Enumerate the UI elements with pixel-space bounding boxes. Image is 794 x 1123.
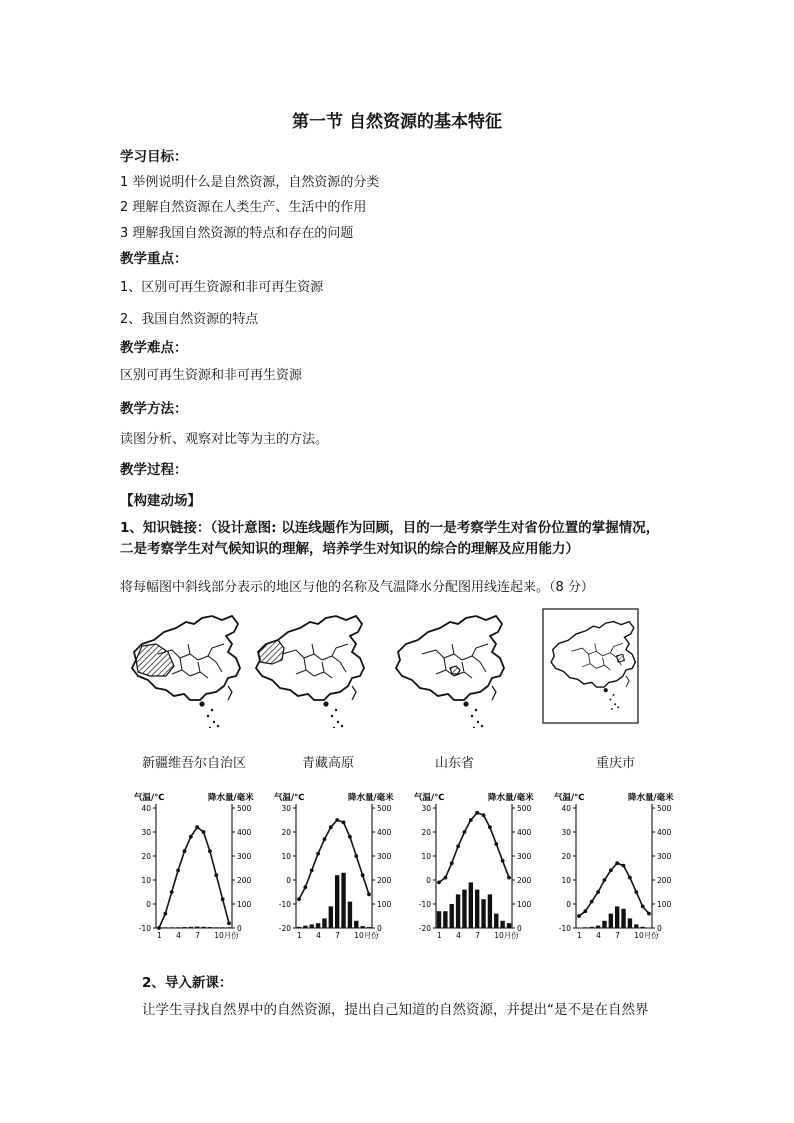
precip-bar <box>450 904 454 928</box>
temp-tick-label: -10 <box>558 924 571 933</box>
temp-tick-label: 30 <box>141 828 151 837</box>
precip-bar <box>208 927 212 928</box>
temperature-point <box>443 876 447 880</box>
temperature-point <box>183 849 187 853</box>
climate-charts <box>134 790 694 945</box>
precip-bar <box>170 927 174 928</box>
precip-bar <box>590 927 594 928</box>
precip-bar <box>507 923 511 928</box>
precip-bar <box>469 882 473 928</box>
month-tick-label: 4 <box>316 931 321 940</box>
map-xinjiang <box>132 616 240 728</box>
precip-bar <box>621 909 625 928</box>
temp-axis-label: 气温/℃ <box>414 793 445 803</box>
difficulty-1: 区别可再生资源和非可再生资源 <box>120 368 303 383</box>
month-tick-label: 1 <box>577 931 582 940</box>
temperature-point <box>615 861 619 865</box>
temp-tick-label: -20 <box>418 924 431 933</box>
temperature-point <box>297 897 301 901</box>
temperature-point <box>603 878 607 882</box>
temperature-line <box>299 820 369 899</box>
temperature-point <box>303 885 307 889</box>
temperature-point <box>641 905 645 909</box>
temperature-point <box>583 909 587 913</box>
temperature-line <box>159 827 229 928</box>
temperature-point <box>195 825 199 829</box>
precip-bar <box>195 927 199 928</box>
precip-tick-label: 200 <box>517 876 532 885</box>
objective-2: 2 理解自然资源在人类生产、生活中的作用 <box>120 200 367 215</box>
temp-tick-label: 10 <box>421 852 431 861</box>
precip-tick-label: 400 <box>237 828 252 837</box>
link-line-1: 1、知识链接：（设计意图: 以连线题作为回顾，目的一是考察学生对省份位置的掌握情况， <box>120 520 660 536</box>
temperature-point <box>482 813 486 817</box>
precip-bar <box>443 911 447 928</box>
temperature-point <box>463 830 467 834</box>
temp-tick-label: 40 <box>141 804 151 813</box>
precip-tick-label: 100 <box>517 900 532 909</box>
temp-axis-label: 气温/℃ <box>554 793 585 803</box>
temperature-point <box>590 900 594 904</box>
temperature-point <box>475 811 479 815</box>
map-label-qinghai-tibet: 青藏高原 <box>302 756 355 771</box>
precip-tick-label: 500 <box>517 804 532 813</box>
temperature-point <box>221 897 225 901</box>
temperature-point <box>450 861 454 865</box>
temp-tick-label: 30 <box>281 804 291 813</box>
precip-bar <box>462 890 466 928</box>
precip-bar <box>322 918 326 928</box>
precip-bar <box>634 924 638 928</box>
precip-bar <box>310 924 314 928</box>
temperature-point <box>310 869 314 873</box>
temperature-line <box>579 863 649 916</box>
difficulty-heading: 教学难点： <box>120 340 188 356</box>
temp-tick-label: -20 <box>278 924 291 933</box>
precip-bar <box>475 890 479 928</box>
temperature-point <box>437 881 441 885</box>
precip-bar <box>316 923 320 928</box>
temp-tick-label: -10 <box>138 924 151 933</box>
instruction-text: 将每幅图中斜线部分表示的地区与他的名称及气温降水分配图用线连起来。（8 分） <box>120 580 594 595</box>
precip-tick-label: 300 <box>237 852 252 861</box>
precip-tick-label: 100 <box>237 900 252 909</box>
precip-bar <box>360 926 364 928</box>
temperature-point <box>316 852 320 856</box>
climate-chart-3 <box>414 792 534 940</box>
precip-tick-label: 400 <box>517 828 532 837</box>
precip-bar <box>329 906 333 928</box>
temp-tick-label: 30 <box>421 804 431 813</box>
temperature-point <box>456 845 460 849</box>
map-qinghai-tibet <box>256 616 364 728</box>
precip-bar <box>348 902 352 928</box>
temperature-point <box>577 914 581 918</box>
temp-tick-label: 0 <box>426 876 431 885</box>
month-tick-label: 1 <box>157 931 162 940</box>
temp-tick-label: 20 <box>421 828 431 837</box>
page-title: 第一节 自然资源的基本特征 <box>292 112 502 132</box>
precip-bar <box>354 921 358 928</box>
method-heading: 教学方法： <box>120 401 188 417</box>
temperature-point <box>227 921 231 925</box>
temperature-point <box>202 830 206 834</box>
temperature-point <box>494 842 498 846</box>
precip-bar <box>640 927 644 928</box>
precip-tick-label: 0 <box>517 924 522 933</box>
precip-bar <box>456 894 460 928</box>
precip-bar <box>220 927 224 928</box>
temperature-point <box>163 912 167 916</box>
temperature-point <box>647 912 651 916</box>
temperature-point <box>501 859 505 863</box>
temp-tick-label: -10 <box>278 900 291 909</box>
month-tick-label: 7 <box>475 931 480 940</box>
map-label-xinjiang: 新疆维吾尔自治区 <box>142 756 247 771</box>
precip-bar <box>602 921 606 928</box>
month-tick-label: 4 <box>456 931 461 940</box>
month-tick-label: 10月份 <box>354 931 379 940</box>
temp-tick-label: 30 <box>561 828 571 837</box>
temperature-point <box>367 893 371 897</box>
precip-tick-label: 300 <box>657 852 672 861</box>
temperature-point <box>157 926 161 930</box>
temperature-point <box>596 890 600 894</box>
temp-axis-label: 气温/℃ <box>134 793 165 803</box>
climate-chart-2 <box>274 792 394 940</box>
temperature-point <box>335 818 339 822</box>
intro-heading: 2、导入新课： <box>142 975 233 991</box>
month-tick-label: 10月份 <box>494 931 519 940</box>
precip-axis-label: 降水量/毫米 <box>488 793 534 803</box>
temperature-point <box>634 890 638 894</box>
precip-tick-label: 300 <box>377 852 392 861</box>
month-tick-label: 4 <box>596 931 601 940</box>
precip-bar <box>297 927 301 928</box>
precip-bar <box>176 927 180 928</box>
precip-bar <box>201 927 205 928</box>
precip-tick-label: 200 <box>237 876 252 885</box>
precip-bar <box>500 921 504 928</box>
month-tick-label: 10月份 <box>634 931 659 940</box>
intro-text: 让学生寻找自然界中的自然资源，提出自己知道的自然资源，并提出“是不是在自然界 <box>142 1002 649 1018</box>
key-points-heading: 教学重点： <box>120 251 188 267</box>
precip-tick-label: 200 <box>657 876 672 885</box>
temperature-point <box>361 873 365 877</box>
precip-tick-label: 0 <box>237 924 242 933</box>
precip-tick-label: 0 <box>657 924 662 933</box>
temperature-point <box>170 890 174 894</box>
precip-bar <box>214 927 218 928</box>
map-label-chongqing: 重庆市 <box>596 756 636 771</box>
precip-tick-label: 500 <box>377 804 392 813</box>
precip-bar <box>488 894 492 928</box>
temp-tick-label: 20 <box>281 828 291 837</box>
precip-bar <box>367 927 371 928</box>
month-tick-label: 1 <box>437 931 442 940</box>
month-tick-label: 4 <box>176 931 181 940</box>
temp-tick-label: 20 <box>561 852 571 861</box>
precip-bar <box>227 927 231 928</box>
month-tick-label: 7 <box>335 931 340 940</box>
temp-axis-label: 气温/℃ <box>274 793 305 803</box>
temperature-point <box>329 825 333 829</box>
link-line-2: 二是考察学生对气候知识的理解，培养学生对知识的综合的理解及应用能力） <box>120 541 579 557</box>
objective-3: 3 理解我国自然资源的特点和存在的问题 <box>120 226 354 241</box>
precip-bar <box>609 914 613 928</box>
temp-tick-label: 0 <box>286 876 291 885</box>
precip-tick-label: 400 <box>377 828 392 837</box>
precip-bar <box>189 927 193 928</box>
month-tick-label: 10月份 <box>214 931 239 940</box>
temperature-point <box>348 835 352 839</box>
temp-tick-label: 10 <box>281 852 291 861</box>
precip-tick-label: 0 <box>377 924 382 933</box>
temperature-point <box>342 821 346 825</box>
precip-bar <box>583 927 587 928</box>
temperature-point <box>628 876 632 880</box>
month-tick-label: 7 <box>615 931 620 940</box>
precip-bar <box>481 899 485 928</box>
key-point-1: 1、区别可再生资源和非可再生资源 <box>120 280 324 295</box>
temp-tick-label: 40 <box>561 804 571 813</box>
temperature-line <box>439 813 509 883</box>
temperature-point <box>208 849 212 853</box>
precip-bar <box>494 914 498 928</box>
temp-tick-label: 20 <box>141 852 151 861</box>
precip-tick-label: 200 <box>377 876 392 885</box>
precip-bar <box>182 927 186 928</box>
precip-bar <box>303 926 307 928</box>
precip-tick-label: 500 <box>657 804 672 813</box>
precip-bar <box>163 927 167 928</box>
objective-1: 1 举例说明什么是自然资源，自然资源的分类 <box>120 175 380 190</box>
precip-tick-label: 100 <box>657 900 672 909</box>
map-label-shandong: 山东省 <box>435 756 475 771</box>
objectives-heading: 学习目标： <box>120 149 188 165</box>
temperature-point <box>176 869 180 873</box>
temp-tick-label: -10 <box>418 900 431 909</box>
month-tick-label: 1 <box>297 931 302 940</box>
precip-bar <box>615 906 619 928</box>
temperature-point <box>354 854 358 858</box>
process-heading: 教学过程： <box>120 462 188 478</box>
temperature-point <box>622 864 626 868</box>
temperature-point <box>469 818 473 822</box>
precip-bar <box>341 873 345 928</box>
temp-tick-label: 10 <box>561 876 571 885</box>
key-point-2: 2、我国自然资源的特点 <box>120 312 259 327</box>
precip-bar <box>596 926 600 928</box>
precip-tick-label: 500 <box>237 804 252 813</box>
climate-chart-1 <box>134 792 254 940</box>
month-tick-label: 7 <box>195 931 200 940</box>
temperature-point <box>507 876 511 880</box>
china-maps <box>128 606 648 728</box>
temp-tick-label: 10 <box>141 876 151 885</box>
precip-bar <box>335 875 339 928</box>
temp-tick-label: 0 <box>566 900 571 909</box>
temperature-point <box>609 869 613 873</box>
method-1: 读图分析、观察对比等为主的方法。 <box>120 432 329 447</box>
climate-chart-4 <box>554 792 674 940</box>
precip-axis-label: 降水量/毫米 <box>208 793 254 803</box>
temperature-point <box>214 873 218 877</box>
precip-tick-label: 300 <box>517 852 532 861</box>
precip-tick-label: 100 <box>377 900 392 909</box>
temp-tick-label: 0 <box>146 900 151 909</box>
precip-axis-label: 降水量/毫米 <box>628 793 674 803</box>
precip-tick-label: 400 <box>657 828 672 837</box>
precip-bar <box>437 911 441 928</box>
build-heading: 【构建动场】 <box>120 493 201 509</box>
temperature-point <box>488 825 492 829</box>
temperature-point <box>323 837 327 841</box>
temperature-point <box>189 835 193 839</box>
precip-axis-label: 降水量/毫米 <box>348 793 394 803</box>
map-chongqing <box>543 609 638 723</box>
map-shandong <box>396 616 504 728</box>
precip-bar <box>628 918 632 928</box>
